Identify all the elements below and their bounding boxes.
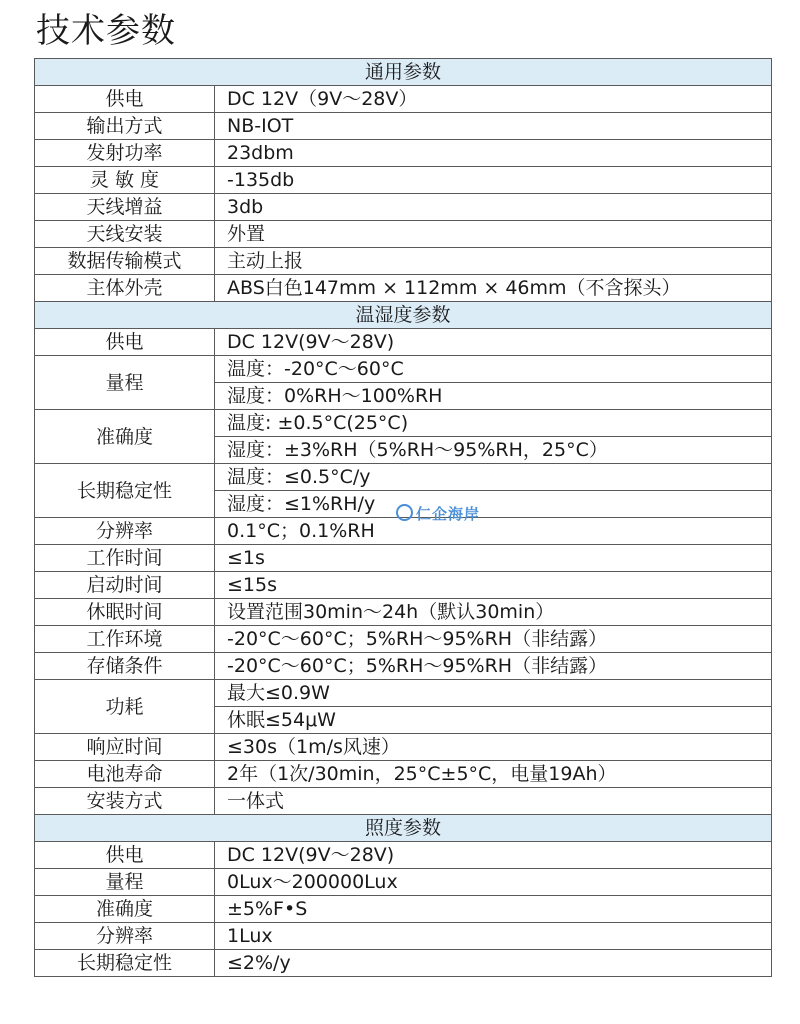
table-row (35, 221, 772, 248)
table-row (35, 761, 772, 788)
param-label: 长期稳定性 (35, 950, 215, 977)
param-label: 天线安装 (35, 221, 215, 248)
param-label: 供电 (35, 86, 215, 113)
param-value: 23dbm (215, 140, 772, 167)
param-label: 供电 (35, 329, 215, 356)
param-value: 3db (215, 194, 772, 221)
param-label: 电池寿命 (35, 761, 215, 788)
param-label: 主体外壳 (35, 275, 215, 302)
param-value: 湿度：0%RH～100%RH (215, 383, 772, 410)
section-heading: 照度参数 (35, 815, 772, 842)
param-value: ≤15s (215, 572, 772, 599)
watermark-text: 仁企海岸 (416, 505, 481, 523)
param-value: 最大≤0.9W (215, 680, 772, 707)
param-value: 湿度：≤1%RH/y (215, 491, 772, 518)
table-row (35, 869, 772, 896)
param-label: 量程 (35, 356, 215, 410)
param-value: 0.1°C；0.1%RH (215, 518, 772, 545)
param-value: 设置范围30min～24h（默认30min） (215, 599, 772, 626)
table-row (35, 410, 772, 437)
param-value: 1Lux (215, 923, 772, 950)
param-label: 分辨率 (35, 923, 215, 950)
param-label: 准确度 (35, 410, 215, 464)
param-value: ≤30s（1m/s风速） (215, 734, 772, 761)
table-row (35, 626, 772, 653)
table-row (35, 545, 772, 572)
param-label: 数据传输模式 (35, 248, 215, 275)
param-value: -135db (215, 167, 772, 194)
param-value: 温度：≤0.5°C/y (215, 464, 772, 491)
param-label: 工作时间 (35, 545, 215, 572)
table-row (35, 356, 772, 383)
table-row (35, 329, 772, 356)
param-value: 外置 (215, 221, 772, 248)
param-value: 0Lux～200000Lux (215, 869, 772, 896)
table-row (35, 599, 772, 626)
param-value: 主动上报 (215, 248, 772, 275)
param-label: 灵 敏 度 (35, 167, 215, 194)
table-row (35, 572, 772, 599)
table-row (35, 194, 772, 221)
param-label: 量程 (35, 869, 215, 896)
param-value: 2年（1次/30min，25°C±5°C，电量19Ah） (215, 761, 772, 788)
table-row (35, 275, 772, 302)
param-label: 发射功率 (35, 140, 215, 167)
param-value: ≤1s (215, 545, 772, 572)
param-value: ≤2%/y (215, 950, 772, 977)
param-label: 休眠时间 (35, 599, 215, 626)
param-label: 启动时间 (35, 572, 215, 599)
param-value: NB-IOT (215, 113, 772, 140)
table-row (35, 167, 772, 194)
table-row (35, 788, 772, 815)
param-label: 输出方式 (35, 113, 215, 140)
section-header-row (35, 302, 772, 329)
table-row (35, 86, 772, 113)
param-label: 天线增益 (35, 194, 215, 221)
table-row (35, 653, 772, 680)
table-row (35, 842, 772, 869)
param-value: -20°C～60°C；5%RH～95%RH（非结露） (215, 653, 772, 680)
param-label: 安装方式 (35, 788, 215, 815)
param-label: 存储条件 (35, 653, 215, 680)
table-row (35, 896, 772, 923)
section-header-row (35, 59, 772, 86)
param-value: 温度：-20°C～60°C (215, 356, 772, 383)
page-title: 技术参数 (36, 11, 176, 51)
param-label: 准确度 (35, 896, 215, 923)
param-label: 供电 (35, 842, 215, 869)
param-value: ABS白色147mm × 112mm × 46mm（不含探头） (215, 275, 772, 302)
table-row (35, 950, 772, 977)
section-heading: 温湿度参数 (35, 302, 772, 329)
param-label: 分辨率 (35, 518, 215, 545)
param-label: 功耗 (35, 680, 215, 734)
table-row (35, 680, 772, 707)
param-value: DC 12V（9V～28V） (215, 86, 772, 113)
section-header-row (35, 815, 772, 842)
section-heading: 通用参数 (35, 59, 772, 86)
table-row (35, 113, 772, 140)
param-value: 湿度：±3%RH（5%RH～95%RH，25°C） (215, 437, 772, 464)
table-row (35, 248, 772, 275)
param-label: 工作环境 (35, 626, 215, 653)
param-value: -20°C～60°C；5%RH～95%RH（非结露） (215, 626, 772, 653)
param-label: 长期稳定性 (35, 464, 215, 518)
table-row (35, 734, 772, 761)
table-row (35, 923, 772, 950)
param-value: DC 12V(9V～28V) (215, 329, 772, 356)
param-value: 一体式 (215, 788, 772, 815)
watermark-logo-icon (396, 504, 413, 521)
watermark (396, 503, 480, 524)
table-row (35, 140, 772, 167)
param-value: DC 12V(9V～28V) (215, 842, 772, 869)
param-value: 休眠≤54μW (215, 707, 772, 734)
table-row (35, 464, 772, 491)
param-value: 温度: ±0.5°C(25°C) (215, 410, 772, 437)
param-value: ±5%F•S (215, 896, 772, 923)
param-label: 响应时间 (35, 734, 215, 761)
